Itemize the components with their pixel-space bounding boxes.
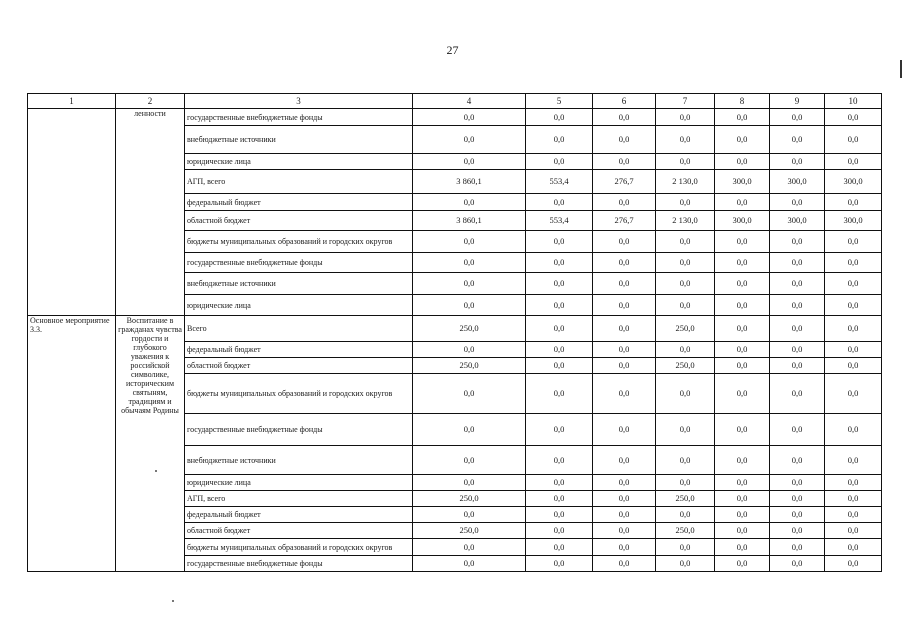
value-cell: 0,0 (825, 374, 882, 414)
column-header-8: 8 (715, 94, 770, 109)
column-header-3: 3 (185, 94, 413, 109)
value-cell: 0,0 (770, 316, 825, 342)
value-cell: 0,0 (770, 109, 825, 126)
value-cell: 0,0 (656, 194, 715, 211)
value-cell: 0,0 (593, 491, 656, 507)
table-row (28, 316, 882, 342)
funding-source-cell: областной бюджет (185, 523, 413, 539)
value-cell: 0,0 (715, 253, 770, 273)
value-cell: 3 860,1 (413, 170, 526, 194)
value-cell: 0,0 (656, 556, 715, 572)
value-cell: 0,0 (770, 295, 825, 316)
value-cell: 0,0 (770, 414, 825, 446)
value-cell: 0,0 (656, 253, 715, 273)
column-header-4: 4 (413, 94, 526, 109)
value-cell: 0,0 (526, 126, 593, 154)
table-row (28, 109, 882, 126)
value-cell: 250,0 (413, 491, 526, 507)
value-cell: 0,0 (526, 194, 593, 211)
value-cell: 0,0 (526, 539, 593, 556)
value-cell: 0,0 (593, 194, 656, 211)
value-cell: 250,0 (413, 358, 526, 374)
value-cell: 0,0 (593, 253, 656, 273)
value-cell: 300,0 (715, 211, 770, 231)
value-cell: 0,0 (413, 414, 526, 446)
value-cell: 0,0 (825, 295, 882, 316)
table-header (28, 94, 882, 109)
value-cell: 0,0 (593, 154, 656, 170)
value-cell: 300,0 (715, 170, 770, 194)
value-cell: 0,0 (825, 491, 882, 507)
value-cell: 0,0 (825, 556, 882, 572)
value-cell: 250,0 (656, 358, 715, 374)
value-cell: 0,0 (413, 475, 526, 491)
value-cell: 0,0 (656, 295, 715, 316)
value-cell: 0,0 (413, 273, 526, 295)
value-cell: 0,0 (413, 253, 526, 273)
value-cell: 0,0 (770, 507, 825, 523)
edge-scan-mark (900, 60, 902, 78)
value-cell: 0,0 (715, 475, 770, 491)
value-cell: 0,0 (593, 358, 656, 374)
value-cell: 0,0 (825, 475, 882, 491)
value-cell: 0,0 (770, 342, 825, 358)
value-cell: 0,0 (526, 316, 593, 342)
value-cell: 0,0 (413, 154, 526, 170)
column-header-10: 10 (825, 94, 882, 109)
funding-source-cell: Всего (185, 316, 413, 342)
value-cell: 0,0 (413, 556, 526, 572)
value-cell: 2 130,0 (656, 170, 715, 194)
value-cell: 250,0 (413, 316, 526, 342)
value-cell: 250,0 (413, 523, 526, 539)
table-body (28, 109, 882, 572)
value-cell: 0,0 (526, 342, 593, 358)
value-cell: 0,0 (825, 194, 882, 211)
value-cell: 0,0 (770, 154, 825, 170)
value-cell: 0,0 (715, 273, 770, 295)
value-cell: 0,0 (770, 556, 825, 572)
value-cell: 0,0 (656, 154, 715, 170)
value-cell: 0,0 (413, 126, 526, 154)
value-cell: 300,0 (770, 211, 825, 231)
value-cell: 0,0 (413, 507, 526, 523)
value-cell: 0,0 (715, 358, 770, 374)
value-cell: 3 860,1 (413, 211, 526, 231)
value-cell: 0,0 (593, 231, 656, 253)
value-cell: 276,7 (593, 170, 656, 194)
funding-source-cell: юридические лица (185, 475, 413, 491)
funding-source-cell: бюджеты муниципальных образований и городских округов (185, 231, 413, 253)
value-cell: 0,0 (715, 194, 770, 211)
value-cell: 0,0 (825, 316, 882, 342)
value-cell: 0,0 (593, 475, 656, 491)
value-cell: 0,0 (593, 342, 656, 358)
value-cell: 0,0 (526, 253, 593, 273)
value-cell: 0,0 (825, 126, 882, 154)
value-cell: 0,0 (656, 414, 715, 446)
description-cell: ленности (116, 109, 185, 316)
value-cell: 0,0 (526, 491, 593, 507)
value-cell: 0,0 (825, 446, 882, 475)
value-cell: 0,0 (825, 539, 882, 556)
funding-source-cell: государственные внебюджетные фонды (185, 556, 413, 572)
stray-dot (172, 600, 174, 602)
value-cell: 0,0 (770, 475, 825, 491)
value-cell: 0,0 (825, 507, 882, 523)
value-cell: 0,0 (715, 154, 770, 170)
value-cell: 0,0 (715, 491, 770, 507)
value-cell: 0,0 (526, 414, 593, 446)
value-cell: 0,0 (413, 231, 526, 253)
value-cell: 0,0 (770, 273, 825, 295)
value-cell: 0,0 (593, 126, 656, 154)
value-cell: 553,4 (526, 211, 593, 231)
funding-source-cell: федеральный бюджет (185, 507, 413, 523)
value-cell: 0,0 (715, 414, 770, 446)
value-cell: 0,0 (770, 374, 825, 414)
value-cell: 0,0 (825, 253, 882, 273)
funding-source-cell: юридические лица (185, 154, 413, 170)
value-cell: 0,0 (413, 109, 526, 126)
value-cell: 0,0 (715, 231, 770, 253)
value-cell: 0,0 (413, 194, 526, 211)
funding-source-cell: юридические лица (185, 295, 413, 316)
value-cell: 0,0 (715, 507, 770, 523)
funding-source-cell: АГП, всего (185, 491, 413, 507)
value-cell: 0,0 (770, 446, 825, 475)
value-cell: 0,0 (526, 507, 593, 523)
value-cell: 0,0 (526, 154, 593, 170)
value-cell: 0,0 (593, 414, 656, 446)
value-cell: 300,0 (770, 170, 825, 194)
funding-source-cell: внебюджетные источники (185, 273, 413, 295)
activity-cell (28, 109, 116, 316)
value-cell: 553,4 (526, 170, 593, 194)
value-cell: 0,0 (526, 295, 593, 316)
value-cell: 0,0 (825, 342, 882, 358)
value-cell: 0,0 (656, 539, 715, 556)
value-cell: 0,0 (593, 273, 656, 295)
value-cell: 0,0 (715, 446, 770, 475)
value-cell: 276,7 (593, 211, 656, 231)
value-cell: 0,0 (526, 523, 593, 539)
value-cell: 0,0 (656, 231, 715, 253)
header-row (28, 94, 882, 109)
description-cell: Воспитание в гражданах чувства гордости и глубокого уважения к российской символике, историческим святыням, традициям и обычаям Родины (116, 316, 185, 572)
value-cell: 0,0 (656, 507, 715, 523)
funding-source-cell: бюджеты муниципальных образований и городских округов (185, 374, 413, 414)
value-cell: 0,0 (770, 491, 825, 507)
column-header-1: 1 (28, 94, 116, 109)
value-cell: 0,0 (413, 342, 526, 358)
value-cell: 0,0 (526, 556, 593, 572)
value-cell: 0,0 (593, 539, 656, 556)
value-cell: 0,0 (715, 316, 770, 342)
value-cell: 2 130,0 (656, 211, 715, 231)
value-cell: 250,0 (656, 523, 715, 539)
funding-source-cell: АГП, всего (185, 170, 413, 194)
funding-source-cell: государственные внебюджетные фонды (185, 414, 413, 446)
value-cell: 0,0 (593, 556, 656, 572)
value-cell: 0,0 (715, 556, 770, 572)
value-cell: 0,0 (526, 446, 593, 475)
value-cell: 0,0 (656, 109, 715, 126)
column-header-9: 9 (770, 94, 825, 109)
column-header-2: 2 (116, 94, 185, 109)
funding-source-cell: государственные внебюджетные фонды (185, 253, 413, 273)
value-cell: 0,0 (715, 295, 770, 316)
value-cell: 0,0 (413, 374, 526, 414)
value-cell: 250,0 (656, 316, 715, 342)
value-cell: 0,0 (715, 539, 770, 556)
value-cell: 0,0 (413, 446, 526, 475)
value-cell: 0,0 (770, 126, 825, 154)
value-cell: 0,0 (593, 374, 656, 414)
value-cell: 0,0 (656, 374, 715, 414)
value-cell: 0,0 (526, 358, 593, 374)
value-cell: 0,0 (656, 475, 715, 491)
value-cell: 0,0 (825, 231, 882, 253)
value-cell: 0,0 (413, 539, 526, 556)
activity-cell: Основное мероприятие 3.3. (28, 316, 116, 572)
value-cell: 0,0 (770, 523, 825, 539)
funding-source-cell: областной бюджет (185, 358, 413, 374)
value-cell: 0,0 (825, 358, 882, 374)
value-cell: 0,0 (593, 446, 656, 475)
value-cell: 0,0 (825, 273, 882, 295)
value-cell: 0,0 (593, 295, 656, 316)
value-cell: 0,0 (825, 414, 882, 446)
value-cell: 0,0 (526, 109, 593, 126)
value-cell: 250,0 (656, 491, 715, 507)
page-number: 27 (446, 43, 459, 57)
value-cell: 0,0 (715, 342, 770, 358)
value-cell: 0,0 (770, 253, 825, 273)
value-cell: 0,0 (656, 342, 715, 358)
value-cell: 0,0 (825, 154, 882, 170)
funding-source-cell: государственные внебюджетные фонды (185, 109, 413, 126)
value-cell: 0,0 (593, 316, 656, 342)
value-cell: 0,0 (593, 109, 656, 126)
value-cell: 0,0 (656, 273, 715, 295)
funding-source-cell: федеральный бюджет (185, 342, 413, 358)
funding-source-cell: бюджеты муниципальных образований и городских округов (185, 539, 413, 556)
value-cell: 300,0 (825, 170, 882, 194)
value-cell: 0,0 (715, 126, 770, 154)
value-cell: 0,0 (715, 374, 770, 414)
value-cell: 0,0 (526, 475, 593, 491)
value-cell: 0,0 (593, 523, 656, 539)
value-cell: 0,0 (593, 507, 656, 523)
value-cell: 0,0 (413, 295, 526, 316)
value-cell: 0,0 (526, 374, 593, 414)
column-header-5: 5 (526, 94, 593, 109)
value-cell: 0,0 (770, 358, 825, 374)
funding-source-cell: федеральный бюджет (185, 194, 413, 211)
value-cell: 0,0 (715, 523, 770, 539)
funding-source-cell: внебюджетные источники (185, 446, 413, 475)
value-cell: 0,0 (770, 194, 825, 211)
column-header-6: 6 (593, 94, 656, 109)
value-cell: 0,0 (825, 523, 882, 539)
column-header-7: 7 (656, 94, 715, 109)
value-cell: 0,0 (656, 126, 715, 154)
value-cell: 0,0 (526, 231, 593, 253)
value-cell: 0,0 (526, 273, 593, 295)
funding-source-cell: областной бюджет (185, 211, 413, 231)
value-cell: 0,0 (770, 539, 825, 556)
value-cell: 0,0 (770, 231, 825, 253)
value-cell: 300,0 (825, 211, 882, 231)
value-cell: 0,0 (656, 446, 715, 475)
value-cell: 0,0 (825, 109, 882, 126)
value-cell: 0,0 (715, 109, 770, 126)
budget-table (27, 93, 882, 572)
funding-source-cell: внебюджетные источники (185, 126, 413, 154)
